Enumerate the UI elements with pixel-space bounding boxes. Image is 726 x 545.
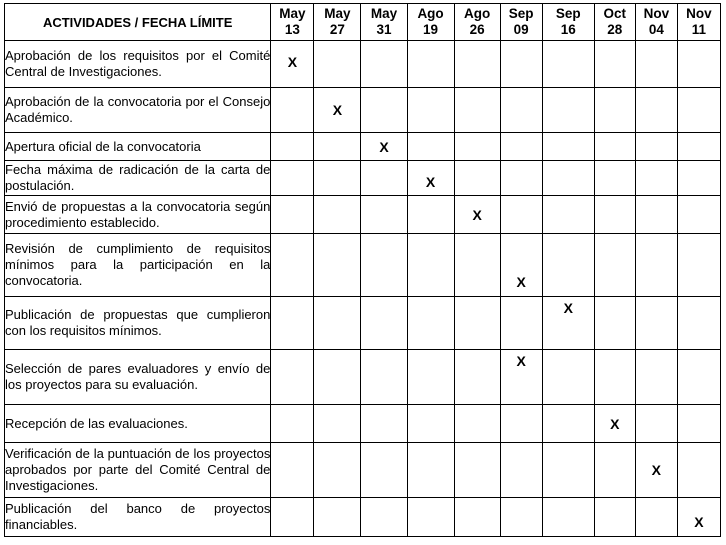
date-day: 28: [607, 22, 623, 37]
schedule-cell: [454, 234, 500, 297]
schedule-cell: [635, 350, 677, 405]
schedule-cell: [454, 498, 500, 537]
table-row: [5, 498, 721, 537]
activity-cell: Apertura oficial de la convocatoria: [5, 133, 271, 161]
schedule-cell: [542, 443, 594, 498]
schedule-cell: [635, 234, 677, 297]
activity-cell: Verificación de la puntuación de los proyectos aprobados por parte del Comité Central de Investigaciones.: [5, 443, 271, 498]
table-row: [5, 161, 721, 196]
activity-cell: Aprobación de la convocatoria por el Consejo Académico.: [5, 88, 271, 133]
schedule-cell: [635, 41, 677, 88]
schedule-cell: [594, 350, 635, 405]
activity-cell: Selección de pares evaluadores y envío de los proyectos para su evaluación.: [5, 350, 271, 405]
schedule-cell: [271, 498, 314, 537]
schedule-cell: [500, 133, 542, 161]
schedule-cell: [314, 405, 361, 443]
schedule-cell: [454, 443, 500, 498]
schedule-mark: X: [677, 498, 720, 537]
schedule-cell: [677, 405, 720, 443]
date-month: May: [324, 6, 351, 21]
schedule-cell: [454, 405, 500, 443]
schedule-cell: [314, 350, 361, 405]
schedule-cell: [407, 41, 454, 88]
activity-cell: Publicación del banco de proyectos financiables.: [5, 498, 271, 537]
schedule-cell: [271, 443, 314, 498]
date-day: 27: [329, 22, 345, 37]
schedule-cell: [500, 443, 542, 498]
activities-header: ACTIVIDADES / FECHA LÍMITE: [5, 4, 271, 41]
schedule-cell: [271, 88, 314, 133]
date-header: [542, 4, 594, 41]
date-header: [454, 4, 500, 41]
date-header: [500, 4, 542, 41]
date-day: 11: [691, 22, 707, 37]
schedule-cell: [542, 88, 594, 133]
table-row: [5, 405, 721, 443]
date-header: [361, 4, 407, 41]
schedule-cell: [314, 297, 361, 350]
table-row: [5, 297, 721, 350]
schedule-cell: [635, 88, 677, 133]
schedule-cell: [454, 161, 500, 196]
schedule-cell: [677, 133, 720, 161]
schedule-cell: [314, 234, 361, 297]
schedule-cell: [314, 41, 361, 88]
table-row: [5, 196, 721, 234]
schedule-mark: X: [271, 41, 314, 88]
schedule-cell: [542, 234, 594, 297]
schedule-mark: X: [594, 405, 635, 443]
schedule-cell: [361, 41, 407, 88]
schedule-cell: [594, 88, 635, 133]
schedule-cell: [542, 133, 594, 161]
table-row: [5, 443, 721, 498]
schedule-cell: [314, 498, 361, 537]
table-row: [5, 234, 721, 297]
schedule-cell: [271, 297, 314, 350]
schedule-body: [5, 41, 721, 537]
schedule-cell: [500, 41, 542, 88]
schedule-cell: [407, 443, 454, 498]
schedule-cell: [594, 443, 635, 498]
date-day: 19: [423, 22, 439, 37]
schedule-cell: [635, 133, 677, 161]
schedule-cell: [500, 161, 542, 196]
date-month: Nov: [686, 6, 712, 21]
date-month: Ago: [417, 6, 444, 21]
schedule-cell: [314, 196, 361, 234]
table-row: [5, 350, 721, 405]
schedule-mark: X: [361, 133, 407, 161]
schedule-cell: [407, 297, 454, 350]
schedule-cell: [361, 88, 407, 133]
date-month: Sep: [555, 6, 581, 21]
date-header: [677, 4, 720, 41]
schedule-cell: [542, 161, 594, 196]
date-day: 31: [376, 22, 392, 37]
schedule-cell: [500, 196, 542, 234]
activity-cell: Publicación de propuestas que cumplieron con los requisitos mínimos.: [5, 297, 271, 350]
schedule-cell: [361, 297, 407, 350]
schedule-cell: [407, 405, 454, 443]
date-month: Nov: [643, 6, 670, 21]
schedule-cell: [635, 498, 677, 537]
schedule-cell: [594, 498, 635, 537]
date-day: 16: [560, 22, 576, 37]
schedule-cell: [454, 297, 500, 350]
schedule-cell: [361, 405, 407, 443]
schedule-cell: [594, 234, 635, 297]
date-month: Ago: [464, 6, 491, 21]
schedule-cell: [500, 498, 542, 537]
schedule-cell: [635, 196, 677, 234]
schedule-cell: [542, 498, 594, 537]
schedule-cell: [594, 161, 635, 196]
schedule-cell: [635, 297, 677, 350]
schedule-cell: [271, 133, 314, 161]
schedule-cell: [677, 443, 720, 498]
schedule-mark: X: [407, 161, 454, 196]
schedule-cell: [407, 350, 454, 405]
schedule-mark: X: [314, 88, 361, 133]
schedule-cell: [454, 350, 500, 405]
schedule-cell: [594, 41, 635, 88]
schedule-cell: [500, 88, 542, 133]
schedule-cell: [271, 350, 314, 405]
schedule-cell: [542, 350, 594, 405]
schedule-cell: [677, 88, 720, 133]
date-day: 13: [284, 22, 300, 37]
schedule-cell: [677, 196, 720, 234]
schedule-cell: [314, 443, 361, 498]
date-header: [635, 4, 677, 41]
schedule-mark: X: [454, 196, 500, 234]
schedule-cell: [677, 234, 720, 297]
schedule-cell: [594, 297, 635, 350]
date-header: [271, 4, 314, 41]
date-day: 04: [648, 22, 664, 37]
schedule-cell: [500, 297, 542, 350]
schedule-cell: [542, 41, 594, 88]
date-month: May: [279, 6, 306, 21]
schedule-cell: [454, 88, 500, 133]
date-month: Oct: [603, 6, 627, 21]
schedule-cell: [361, 443, 407, 498]
schedule-cell: [407, 498, 454, 537]
schedule-cell: [677, 350, 720, 405]
date-day: 26: [469, 22, 485, 37]
schedule-cell: [271, 196, 314, 234]
schedule-cell: [407, 234, 454, 297]
activity-cell: Envió de propuestas a la convocatoria según procedimiento establecido.: [5, 196, 271, 234]
schedule-mark: X: [500, 234, 542, 297]
schedule-cell: [542, 196, 594, 234]
schedule-cell: [407, 88, 454, 133]
date-header: [314, 4, 361, 41]
schedule-cell: [314, 133, 361, 161]
schedule-cell: [500, 405, 542, 443]
activity-cell: Aprobación de los requisitos por el Comité Central de Investigaciones.: [5, 41, 271, 88]
schedule-cell: [407, 133, 454, 161]
schedule-cell: [361, 350, 407, 405]
date-day: 09: [513, 22, 529, 37]
schedule-cell: [635, 405, 677, 443]
schedule-cell: [361, 498, 407, 537]
schedule-table: [4, 3, 721, 537]
header-row: [5, 4, 721, 41]
date-month: Sep: [508, 6, 534, 21]
schedule-cell: [594, 196, 635, 234]
schedule-mark: X: [500, 350, 542, 405]
activity-cell: Revisión de cumplimiento de requisitos mínimos para la participación en la convocatoria.: [5, 234, 271, 297]
schedule-mark: X: [542, 297, 594, 350]
schedule-cell: [407, 196, 454, 234]
schedule-cell: [271, 405, 314, 443]
schedule-cell: [271, 234, 314, 297]
schedule-cell: [542, 405, 594, 443]
schedule-cell: [314, 161, 361, 196]
schedule-cell: [454, 41, 500, 88]
schedule-cell: [361, 161, 407, 196]
date-header: [407, 4, 454, 41]
schedule-cell: [635, 161, 677, 196]
schedule-cell: [677, 161, 720, 196]
schedule-cell: [677, 297, 720, 350]
table-row: [5, 88, 721, 133]
date-month: May: [370, 6, 398, 21]
schedule-cell: [594, 133, 635, 161]
schedule-mark: X: [635, 443, 677, 498]
activity-cell: Recepción de las evaluaciones.: [5, 405, 271, 443]
schedule-cell: [361, 196, 407, 234]
schedule-cell: [677, 41, 720, 88]
table-row: [5, 133, 721, 161]
schedule-cell: [454, 133, 500, 161]
table-row: [5, 41, 721, 88]
date-header: [594, 4, 635, 41]
schedule-cell: [271, 161, 314, 196]
schedule-cell: [361, 234, 407, 297]
activity-cell: Fecha máxima de radicación de la carta de postulación.: [5, 161, 271, 196]
